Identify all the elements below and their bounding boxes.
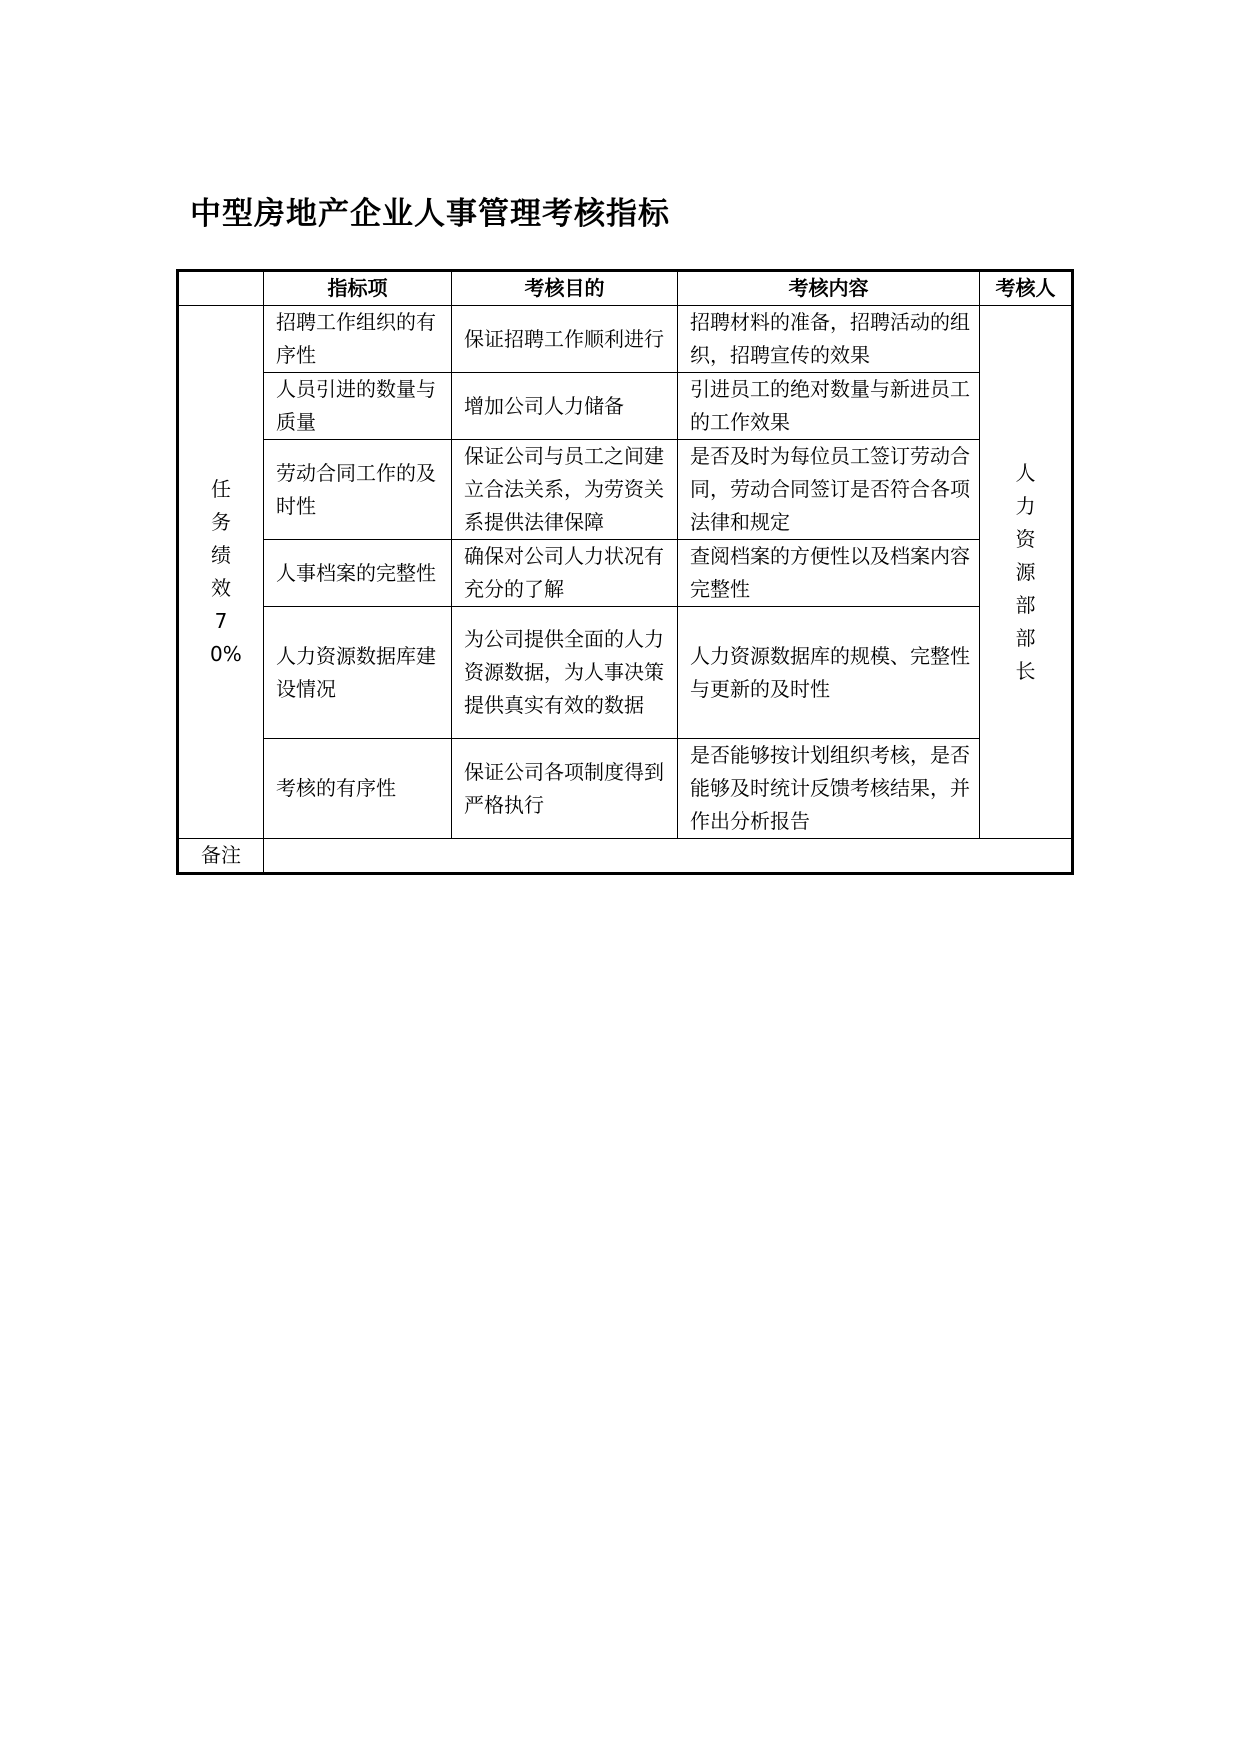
- content-cell: 是否能够按计划组织考核，是否能够及时统计反馈考核结果，并作出分析报告: [678, 739, 980, 839]
- purpose-cell: 保证公司各项制度得到严格执行: [452, 739, 678, 839]
- indicator-cell: 劳动合同工作的及时性: [264, 440, 452, 540]
- assessor-cell: [980, 306, 1073, 839]
- content-cell: 招聘材料的准备，招聘活动的组织，招聘宣传的效果: [678, 306, 980, 373]
- remark-value: [264, 839, 1073, 874]
- table-row: [178, 373, 1073, 440]
- content-cell: 查阅档案的方便性以及档案内容完整性: [678, 540, 980, 607]
- purpose-cell: 保证招聘工作顺利进行: [452, 306, 678, 373]
- purpose-cell: 为公司提供全面的人力资源数据，为人事决策提供真实有效的数据: [452, 607, 678, 739]
- content-cell: 引进员工的绝对数量与新进员工的工作效果: [678, 373, 980, 440]
- table-row: [178, 306, 1073, 373]
- purpose-cell: 增加公司人力储备: [452, 373, 678, 440]
- table-row: [178, 607, 1073, 739]
- category-label: 任务绩效70%: [210, 477, 242, 666]
- indicator-cell: 考核的有序性: [264, 739, 452, 839]
- indicator-cell: 招聘工作组织的有序性: [264, 306, 452, 373]
- indicator-cell: 人力资源数据库建设情况: [264, 607, 452, 739]
- table-row: [178, 739, 1073, 839]
- header-purpose: 考核目的: [452, 271, 678, 306]
- remark-label: 备注: [178, 839, 264, 874]
- table-header-row: [178, 271, 1073, 306]
- purpose-cell: 确保对公司人力状况有充分的了解: [452, 540, 678, 607]
- purpose-cell: 保证公司与员工之间建立合法关系，为劳资关系提供法律保障: [452, 440, 678, 540]
- table-row: [178, 540, 1073, 607]
- header-content: 考核内容: [678, 271, 980, 306]
- assessor-label: 人力资源部部长: [1015, 460, 1036, 683]
- content-cell: 是否及时为每位员工签订劳动合同，劳动合同签订是否符合各项法律和规定: [678, 440, 980, 540]
- header-assessor: 考核人: [980, 271, 1073, 306]
- header-indicator: 指标项: [264, 271, 452, 306]
- content-cell: 人力资源数据库的规模、完整性与更新的及时性: [678, 607, 980, 739]
- indicator-cell: 人事档案的完整性: [264, 540, 452, 607]
- remark-row: [178, 839, 1073, 874]
- page-title: 中型房地产企业人事管理考核指标: [190, 196, 670, 232]
- indicator-cell: 人员引进的数量与质量: [264, 373, 452, 440]
- table-row: [178, 440, 1073, 540]
- header-category: [178, 271, 264, 306]
- category-cell: [178, 306, 264, 839]
- kpi-table: [176, 269, 1074, 875]
